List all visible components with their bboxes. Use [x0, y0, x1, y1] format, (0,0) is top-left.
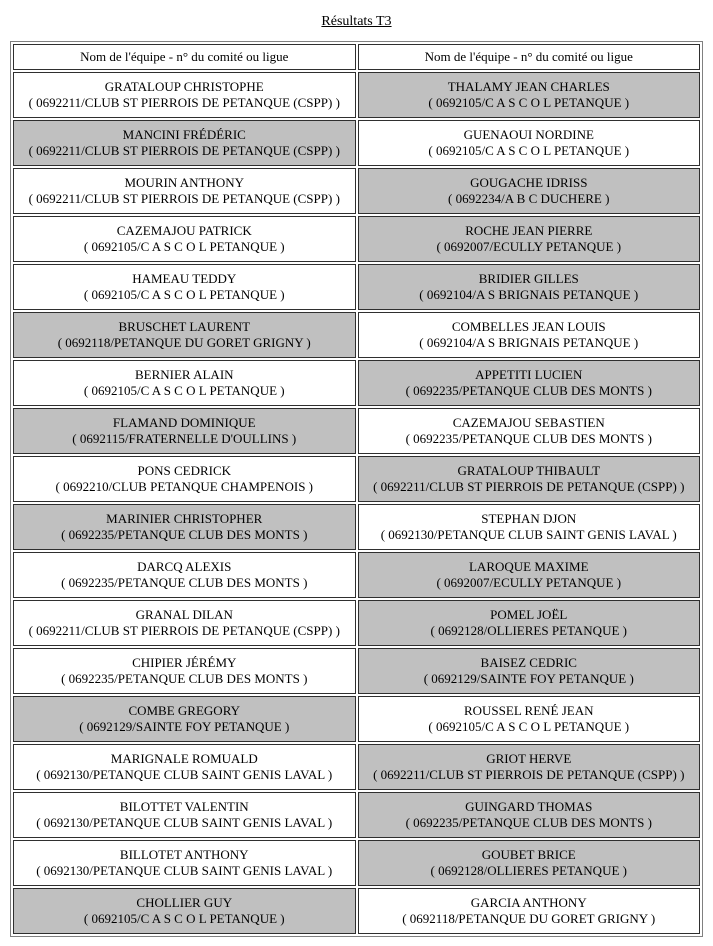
player-name: COMBE GREGORY — [128, 703, 241, 718]
club-info: ( 0692235/PETANQUE CLUB DES MONTS ) — [405, 383, 652, 398]
table-row — [13, 120, 700, 166]
team-cell-right — [358, 792, 701, 838]
club-info: ( 0692007/ECULLY PETANQUE ) — [436, 575, 622, 590]
table-row — [13, 216, 700, 262]
team-cell-left — [13, 216, 356, 262]
player-name: HAMEAU TEDDY — [132, 271, 237, 286]
table-row — [13, 600, 700, 646]
club-info: ( 0692105/C A S C O L PETANQUE ) — [428, 95, 630, 110]
player-name: CAZEMAJOU SEBASTIEN — [452, 415, 605, 430]
player-name: CAZEMAJOU PATRICK — [116, 223, 252, 238]
team-cell-left — [13, 408, 356, 454]
player-name: FLAMAND DOMINIQUE — [112, 415, 256, 430]
club-info: ( 0692129/SAINTE FOY PETANQUE ) — [423, 671, 634, 686]
team-cell-left — [13, 504, 356, 550]
club-info: ( 0692105/C A S C O L PETANQUE ) — [83, 239, 285, 254]
column-header-left: Nom de l'équipe - n° du comité ou ligue — [13, 44, 356, 70]
club-info: ( 0692118/PETANQUE DU GORET GRIGNY ) — [402, 911, 656, 926]
player-name: BRUSCHET LAURENT — [118, 319, 251, 334]
team-cell-right — [358, 888, 701, 934]
player-name: CHOLLIER GUY — [136, 895, 233, 910]
player-name: GUINGARD THOMAS — [465, 799, 593, 814]
club-info: ( 0692235/PETANQUE CLUB DES MONTS ) — [405, 815, 652, 830]
player-name: ROUSSEL RENÉ JEAN — [463, 703, 594, 718]
player-name: APPETITI LUCIEN — [475, 367, 583, 382]
club-info: ( 0692128/OLLIERES PETANQUE ) — [430, 623, 627, 638]
club-info: ( 0692007/ECULLY PETANQUE ) — [436, 239, 622, 254]
club-info: ( 0692234/A B C DUCHERE ) — [448, 191, 610, 206]
club-info: ( 0692130/PETANQUE CLUB SAINT GENIS LAVAL ) — [36, 767, 333, 782]
player-name: MARINIER CHRISTOPHER — [106, 511, 263, 526]
player-name: COMBELLES JEAN LOUIS — [451, 319, 606, 334]
page-title: Résultats T3 — [321, 14, 392, 29]
table-row — [13, 408, 700, 454]
table-row — [13, 792, 700, 838]
player-name: BAISEZ CEDRIC — [480, 655, 577, 670]
club-info: ( 0692105/C A S C O L PETANQUE ) — [83, 383, 285, 398]
team-cell-right — [358, 264, 701, 310]
player-name: ROCHE JEAN PIERRE — [465, 223, 593, 238]
results-table — [10, 41, 703, 937]
team-cell-right — [358, 216, 701, 262]
player-name: STEPHAN DJON — [481, 511, 577, 526]
player-name: GOUBET BRICE — [481, 847, 576, 862]
table-row — [13, 648, 700, 694]
player-name: PONS CEDRICK — [137, 463, 232, 478]
team-cell-left — [13, 792, 356, 838]
player-name: THALAMY JEAN CHARLES — [447, 79, 610, 94]
table-row — [13, 456, 700, 502]
club-info: ( 0692210/CLUB PETANQUE CHAMPENOIS ) — [55, 479, 314, 494]
club-info: ( 0692105/C A S C O L PETANQUE ) — [428, 719, 630, 734]
club-info: ( 0692104/A S BRIGNAIS PETANQUE ) — [419, 287, 639, 302]
header-row — [13, 44, 700, 70]
player-name: DARCQ ALEXIS — [137, 559, 232, 574]
table-row — [13, 504, 700, 550]
team-cell-right — [358, 600, 701, 646]
player-name: GARCIA ANTHONY — [470, 895, 587, 910]
player-name: LAROQUE MAXIME — [468, 559, 589, 574]
table-row — [13, 360, 700, 406]
team-cell-right — [358, 504, 701, 550]
player-name: GUENAOUI NORDINE — [463, 127, 594, 142]
team-cell-left — [13, 456, 356, 502]
player-name: MANCINI FRÉDÉRIC — [122, 127, 246, 142]
club-info: ( 0692105/C A S C O L PETANQUE ) — [83, 287, 285, 302]
team-cell-left — [13, 696, 356, 742]
club-info: ( 0692129/SAINTE FOY PETANQUE ) — [79, 719, 290, 734]
club-info: ( 0692118/PETANQUE DU GORET GRIGNY ) — [57, 335, 311, 350]
club-info: ( 0692104/A S BRIGNAIS PETANQUE ) — [419, 335, 639, 350]
club-info: ( 0692211/CLUB ST PIERROIS DE PETANQUE (CSPP) ) — [28, 623, 340, 638]
team-cell-left — [13, 360, 356, 406]
team-cell-left — [13, 264, 356, 310]
team-cell-left — [13, 888, 356, 934]
team-cell-left — [13, 168, 356, 214]
team-cell-right — [358, 840, 701, 886]
team-cell-left — [13, 648, 356, 694]
team-cell-left — [13, 600, 356, 646]
club-info: ( 0692211/CLUB ST PIERROIS DE PETANQUE (CSPP) ) — [28, 191, 340, 206]
team-cell-right — [358, 456, 701, 502]
table-row — [13, 696, 700, 742]
club-info: ( 0692211/CLUB ST PIERROIS DE PETANQUE (CSPP) ) — [28, 95, 340, 110]
table-row — [13, 264, 700, 310]
club-info: ( 0692211/CLUB ST PIERROIS DE PETANQUE (CSPP) ) — [373, 479, 685, 494]
team-cell-right — [358, 120, 701, 166]
player-name: GRIOT HERVE — [486, 751, 572, 766]
table-row — [13, 744, 700, 790]
team-cell-right — [358, 312, 701, 358]
table-row — [13, 552, 700, 598]
team-cell-right — [358, 648, 701, 694]
table-row — [13, 840, 700, 886]
club-info: ( 0692235/PETANQUE CLUB DES MONTS ) — [61, 575, 308, 590]
club-info: ( 0692211/CLUB ST PIERROIS DE PETANQUE (CSPP) ) — [373, 767, 685, 782]
player-name: BILLOTET ANTHONY — [119, 847, 249, 862]
column-header-right: Nom de l'équipe - n° du comité ou ligue — [358, 44, 701, 70]
player-name: BILOTTET VALENTIN — [119, 799, 249, 814]
team-cell-right — [358, 696, 701, 742]
club-info: ( 0692235/PETANQUE CLUB DES MONTS ) — [61, 527, 308, 542]
player-name: GRANAL DILAN — [135, 607, 233, 622]
player-name: BRIDIER GILLES — [478, 271, 579, 286]
club-info: ( 0692105/C A S C O L PETANQUE ) — [83, 911, 285, 926]
team-cell-right — [358, 408, 701, 454]
club-info: ( 0692130/PETANQUE CLUB SAINT GENIS LAVAL ) — [36, 815, 333, 830]
table-row — [13, 168, 700, 214]
club-info: ( 0692235/PETANQUE CLUB DES MONTS ) — [405, 431, 652, 446]
player-name: GRATALOUP THIBAULT — [457, 463, 601, 478]
player-name: GOUGACHE IDRISS — [470, 175, 588, 190]
table-row — [13, 312, 700, 358]
team-cell-right — [358, 552, 701, 598]
table-row — [13, 72, 700, 118]
player-name: POMEL JOËL — [490, 607, 568, 622]
team-cell-left — [13, 840, 356, 886]
team-cell-left — [13, 552, 356, 598]
team-cell-left — [13, 312, 356, 358]
player-name: GRATALOUP CHRISTOPHE — [104, 79, 264, 94]
team-cell-right — [358, 744, 701, 790]
table-row — [13, 888, 700, 934]
team-cell-right — [358, 360, 701, 406]
player-name: BERNIER ALAIN — [134, 367, 234, 382]
team-cell-left — [13, 120, 356, 166]
team-cell-left — [13, 72, 356, 118]
club-info: ( 0692235/PETANQUE CLUB DES MONTS ) — [61, 671, 308, 686]
club-info: ( 0692130/PETANQUE CLUB SAINT GENIS LAVAL ) — [36, 863, 333, 878]
club-info: ( 0692211/CLUB ST PIERROIS DE PETANQUE (CSPP) ) — [28, 143, 340, 158]
player-name: MOURIN ANTHONY — [124, 175, 245, 190]
team-cell-right — [358, 168, 701, 214]
club-info: ( 0692130/PETANQUE CLUB SAINT GENIS LAVAL ) — [380, 527, 677, 542]
team-cell-left — [13, 744, 356, 790]
club-info: ( 0692105/C A S C O L PETANQUE ) — [428, 143, 630, 158]
club-info: ( 0692115/FRATERNELLE D'OULLINS ) — [72, 431, 297, 446]
club-info: ( 0692128/OLLIERES PETANQUE ) — [430, 863, 627, 878]
player-name: CHIPIER JÉRÉMY — [132, 655, 237, 670]
player-name: MARIGNALE ROMUALD — [110, 751, 258, 766]
team-cell-right — [358, 72, 701, 118]
table-body — [13, 72, 700, 934]
